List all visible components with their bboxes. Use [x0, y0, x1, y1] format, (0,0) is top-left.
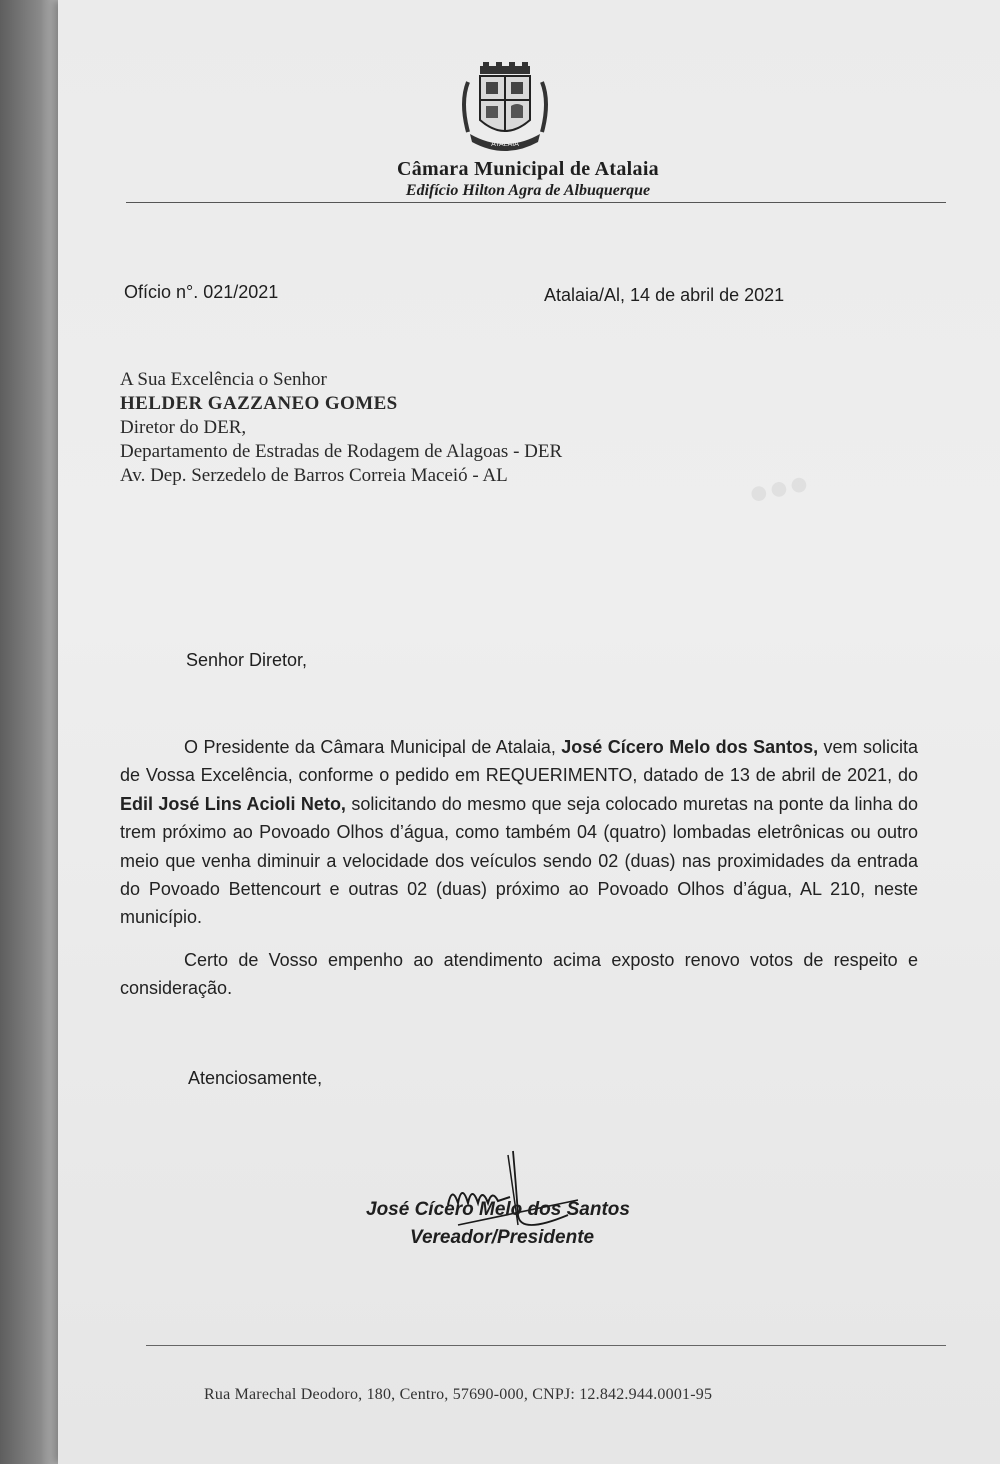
addressee-department: Departamento de Estradas de Rodagem de Alagoas - DER: [120, 441, 563, 462]
svg-text:ATALAIA: ATALAIA: [491, 141, 519, 148]
letter-page: [58, 0, 1000, 1464]
adjacent-page-edge: [0, 0, 58, 1464]
addressee-greeting: A Sua Excelência o Senhor: [120, 369, 327, 390]
body-paragraph-2: Certo de Vosso empenho ao atendimento acima exposto renovo votos de respeito e consideração.: [120, 949, 918, 999]
header-divider: [126, 202, 946, 203]
organization-name: Câmara Municipal de Atalaia: [397, 158, 659, 180]
addressee-address: Av. Dep. Serzedelo de Barros Correia Maceió - AL: [120, 465, 508, 486]
president-name: José Cícero Melo dos Santos,: [561, 737, 819, 757]
signer-name: José Cícero Melo dos Santos: [366, 1199, 630, 1220]
councilor-name: Edil José Lins Acioli Neto,: [120, 793, 346, 814]
bleed-through-stamp: ●●●: [744, 464, 813, 514]
addressee-role: Diretor do DER,: [120, 417, 247, 438]
addressee-block: [120, 368, 562, 488]
footer-divider: [146, 1345, 946, 1346]
coat-of-arms-icon: [450, 62, 560, 154]
signature-block: [358, 1145, 698, 1265]
letter-body: [120, 733, 918, 1003]
addressee-name: HELDER GAZZANEO GOMES: [120, 393, 398, 414]
footer-address: Rua Marechal Deodoro, 180, Centro, 57690-000, CNPJ: 12.842.944.0001-95: [204, 1386, 713, 1403]
letter-reference: Ofício n°. 021/2021: [124, 282, 279, 302]
letter-date: Atalaia/Al, 14 de abril de 2021: [544, 285, 785, 305]
salutation: Senhor Diretor,: [186, 650, 308, 670]
body-paragraph-1: O Presidente da Câmara Municipal de Atalaia, José Cícero Melo dos Santos, vem solicita de Vossa Excelência, conforme o pedido em REQUERIMENTO, datado de 13 de abril de 2021, do Edil José Lins Acioli Neto, solicitando do mesmo que seja colocado muretas na ponte da linha do trem próximo ao Povoado Olhos d’água, como também 04 (quatro) lombadas eletrônicas ou outro meio que venha diminuir a velocidade dos veículos sendo 02 (duas) nas proximidades da entrada do Povoado Bettencourt e outras 02 (duas) próximo ao Povoado Olhos d’água, AL 210, neste município.: [120, 737, 918, 928]
closing: Atenciosamente,: [188, 1068, 323, 1088]
organization-subtitle: Edifício Hilton Agra de Albuquerque: [405, 182, 651, 199]
signer-role: Vereador/Presidente: [410, 1227, 595, 1248]
